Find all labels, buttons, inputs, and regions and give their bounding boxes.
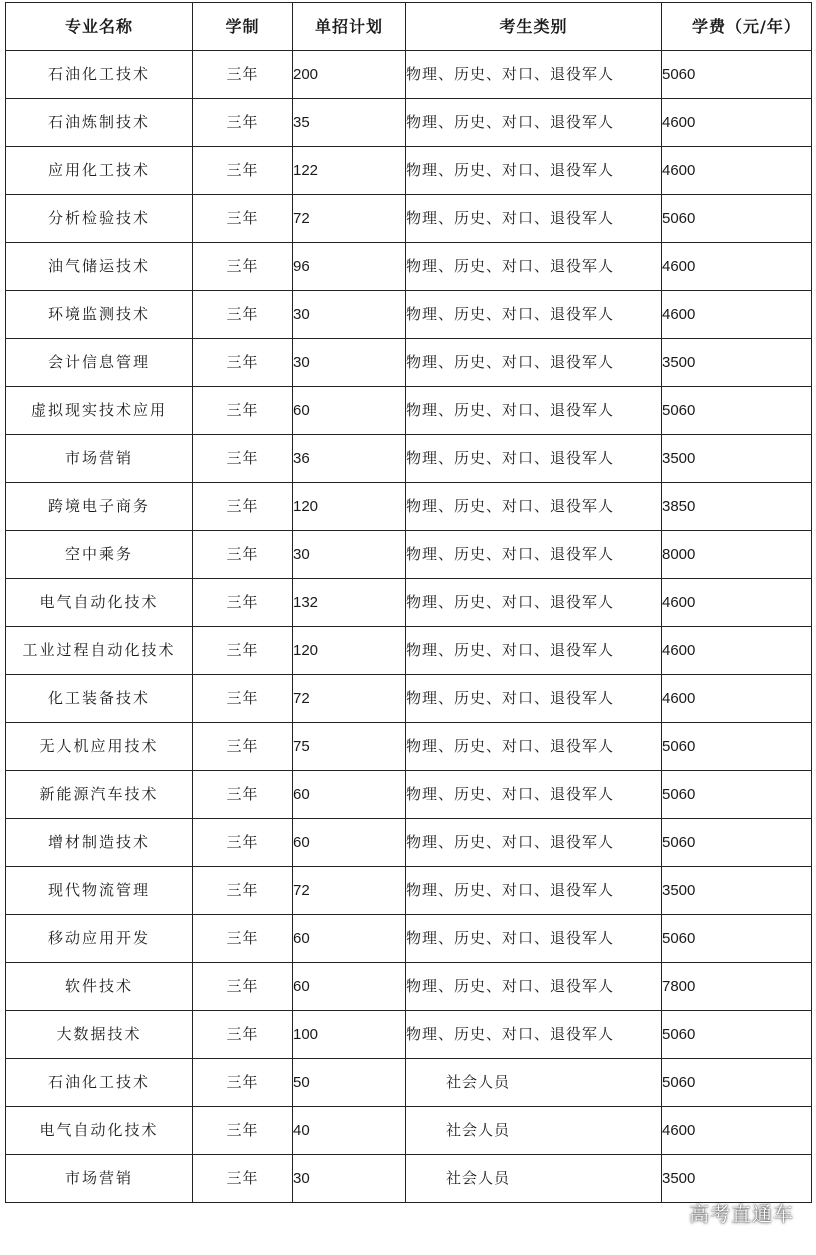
years-cell: 三年 (193, 915, 293, 963)
years-cell: 三年 (193, 1059, 293, 1107)
plan-cell: 122 (293, 147, 406, 195)
header-category: 考生类别 (406, 3, 662, 51)
table-row (6, 1155, 812, 1203)
category-cell: 物理、历史、对口、退役军人 (406, 723, 662, 771)
table-header (6, 3, 812, 51)
years-cell: 三年 (193, 339, 293, 387)
major-cell: 市场营销 (6, 1155, 193, 1203)
fee-cell: 4600 (662, 627, 812, 675)
major-cell: 电气自动化技术 (6, 1107, 193, 1155)
table-row (6, 531, 812, 579)
table-row (6, 819, 812, 867)
category-cell: 物理、历史、对口、退役军人 (406, 243, 662, 291)
table-row (6, 771, 812, 819)
table-row (6, 51, 812, 99)
major-cell: 环境监测技术 (6, 291, 193, 339)
category-cell: 社会人员 (406, 1107, 662, 1155)
header-major: 专业名称 (6, 3, 193, 51)
table-row (6, 1011, 812, 1059)
table-row (6, 675, 812, 723)
table-row (6, 339, 812, 387)
years-cell: 三年 (193, 291, 293, 339)
category-cell: 物理、历史、对口、退役军人 (406, 627, 662, 675)
watermark: 高考直通车 (689, 1202, 794, 1226)
table-row (6, 867, 812, 915)
plan-cell: 60 (293, 963, 406, 1011)
major-cell: 增材制造技术 (6, 819, 193, 867)
category-cell: 物理、历史、对口、退役军人 (406, 579, 662, 627)
major-cell: 石油化工技术 (6, 1059, 193, 1107)
fee-cell: 5060 (662, 771, 812, 819)
major-cell: 市场营销 (6, 435, 193, 483)
plan-cell: 60 (293, 387, 406, 435)
plan-cell: 120 (293, 483, 406, 531)
years-cell: 三年 (193, 771, 293, 819)
category-cell: 社会人员 (406, 1059, 662, 1107)
major-cell: 移动应用开发 (6, 915, 193, 963)
plan-cell: 30 (293, 531, 406, 579)
table-row (6, 483, 812, 531)
years-cell: 三年 (193, 867, 293, 915)
plan-cell: 30 (293, 291, 406, 339)
plan-cell: 132 (293, 579, 406, 627)
category-cell: 物理、历史、对口、退役军人 (406, 483, 662, 531)
header-row (6, 3, 812, 51)
category-cell: 物理、历史、对口、退役军人 (406, 867, 662, 915)
table-row (6, 1059, 812, 1107)
plan-cell: 60 (293, 819, 406, 867)
years-cell: 三年 (193, 483, 293, 531)
years-cell: 三年 (193, 1155, 293, 1203)
major-cell: 空中乘务 (6, 531, 193, 579)
table-row (6, 723, 812, 771)
category-cell: 物理、历史、对口、退役军人 (406, 387, 662, 435)
years-cell: 三年 (193, 723, 293, 771)
category-cell: 物理、历史、对口、退役军人 (406, 675, 662, 723)
major-cell: 工业过程自动化技术 (6, 627, 193, 675)
major-cell: 无人机应用技术 (6, 723, 193, 771)
category-cell: 社会人员 (406, 1155, 662, 1203)
table-body (6, 51, 812, 1203)
fee-cell: 3500 (662, 867, 812, 915)
major-cell: 油气储运技术 (6, 243, 193, 291)
plan-cell: 100 (293, 1011, 406, 1059)
category-cell: 物理、历史、对口、退役军人 (406, 915, 662, 963)
years-cell: 三年 (193, 675, 293, 723)
major-cell: 虚拟现实技术应用 (6, 387, 193, 435)
category-cell: 物理、历史、对口、退役军人 (406, 195, 662, 243)
category-cell: 物理、历史、对口、退役军人 (406, 1011, 662, 1059)
table-row (6, 579, 812, 627)
plan-cell: 72 (293, 867, 406, 915)
fee-cell: 4600 (662, 243, 812, 291)
table-row (6, 99, 812, 147)
major-cell: 化工装备技术 (6, 675, 193, 723)
years-cell: 三年 (193, 195, 293, 243)
major-cell: 石油炼制技术 (6, 99, 193, 147)
fee-cell: 5060 (662, 1059, 812, 1107)
table-row (6, 291, 812, 339)
fee-cell: 8000 (662, 531, 812, 579)
years-cell: 三年 (193, 147, 293, 195)
fee-cell: 4600 (662, 579, 812, 627)
category-cell: 物理、历史、对口、退役军人 (406, 963, 662, 1011)
category-cell: 物理、历史、对口、退役军人 (406, 339, 662, 387)
plan-cell: 50 (293, 1059, 406, 1107)
years-cell: 三年 (193, 243, 293, 291)
category-cell: 物理、历史、对口、退役军人 (406, 771, 662, 819)
fee-cell: 4600 (662, 291, 812, 339)
table-row (6, 627, 812, 675)
plan-cell: 96 (293, 243, 406, 291)
category-cell: 物理、历史、对口、退役军人 (406, 819, 662, 867)
major-cell: 电气自动化技术 (6, 579, 193, 627)
table-row (6, 435, 812, 483)
plan-cell: 72 (293, 675, 406, 723)
plan-cell: 40 (293, 1107, 406, 1155)
fee-cell: 5060 (662, 819, 812, 867)
fee-cell: 3500 (662, 435, 812, 483)
fee-cell: 4600 (662, 99, 812, 147)
years-cell: 三年 (193, 819, 293, 867)
fee-cell: 4600 (662, 147, 812, 195)
fee-cell: 3500 (662, 1155, 812, 1203)
table-row (6, 195, 812, 243)
years-cell: 三年 (193, 1011, 293, 1059)
plan-cell: 60 (293, 771, 406, 819)
table-row (6, 147, 812, 195)
plan-cell: 200 (293, 51, 406, 99)
category-cell: 物理、历史、对口、退役军人 (406, 531, 662, 579)
plan-cell: 30 (293, 339, 406, 387)
fee-cell: 5060 (662, 723, 812, 771)
major-cell: 软件技术 (6, 963, 193, 1011)
fee-cell: 5060 (662, 1011, 812, 1059)
fee-cell: 3500 (662, 339, 812, 387)
major-cell: 应用化工技术 (6, 147, 193, 195)
years-cell: 三年 (193, 99, 293, 147)
fee-cell: 5060 (662, 51, 812, 99)
table-row (6, 243, 812, 291)
plan-cell: 36 (293, 435, 406, 483)
years-cell: 三年 (193, 531, 293, 579)
years-cell: 三年 (193, 627, 293, 675)
fee-cell: 7800 (662, 963, 812, 1011)
major-cell: 大数据技术 (6, 1011, 193, 1059)
fee-cell: 5060 (662, 195, 812, 243)
major-cell: 分析检验技术 (6, 195, 193, 243)
major-cell: 新能源汽车技术 (6, 771, 193, 819)
years-cell: 三年 (193, 51, 293, 99)
plan-cell: 75 (293, 723, 406, 771)
category-cell: 物理、历史、对口、退役军人 (406, 147, 662, 195)
fee-cell: 5060 (662, 915, 812, 963)
major-cell: 现代物流管理 (6, 867, 193, 915)
table-row (6, 915, 812, 963)
admissions-table (5, 2, 812, 1203)
years-cell: 三年 (193, 963, 293, 1011)
category-cell: 物理、历史、对口、退役军人 (406, 291, 662, 339)
header-plan: 单招计划 (293, 3, 406, 51)
header-fee: 学费（元/年） (662, 3, 812, 51)
plan-cell: 35 (293, 99, 406, 147)
major-cell: 石油化工技术 (6, 51, 193, 99)
years-cell: 三年 (193, 435, 293, 483)
plan-cell: 60 (293, 915, 406, 963)
plan-cell: 120 (293, 627, 406, 675)
fee-cell: 4600 (662, 675, 812, 723)
fee-cell: 4600 (662, 1107, 812, 1155)
major-cell: 跨境电子商务 (6, 483, 193, 531)
category-cell: 物理、历史、对口、退役军人 (406, 435, 662, 483)
table-row (6, 1107, 812, 1155)
plan-cell: 72 (293, 195, 406, 243)
table-row (6, 963, 812, 1011)
plan-cell: 30 (293, 1155, 406, 1203)
years-cell: 三年 (193, 387, 293, 435)
years-cell: 三年 (193, 579, 293, 627)
header-years: 学制 (193, 3, 293, 51)
fee-cell: 5060 (662, 387, 812, 435)
category-cell: 物理、历史、对口、退役军人 (406, 51, 662, 99)
category-cell: 物理、历史、对口、退役军人 (406, 99, 662, 147)
years-cell: 三年 (193, 1107, 293, 1155)
table-row (6, 387, 812, 435)
fee-cell: 3850 (662, 483, 812, 531)
major-cell: 会计信息管理 (6, 339, 193, 387)
